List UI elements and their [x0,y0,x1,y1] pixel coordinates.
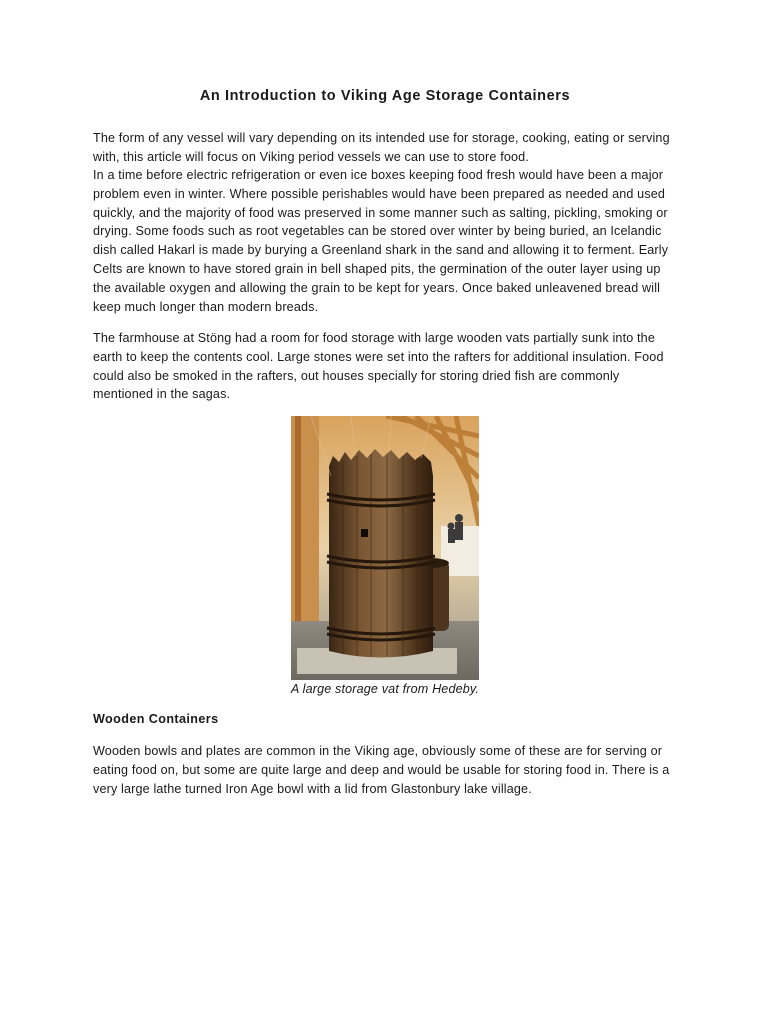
storage-vat-photo [291,416,479,680]
intro-paragraph: The form of any vessel will vary depending on its intended use for storage, cooking, eating or serving with, this article will focus on Viking period vessels we can use to store food. [93,131,670,164]
section-heading: Wooden Containers [93,712,219,726]
document-title: An Introduction to Viking Age Storage Containers [199,88,571,104]
storage-vat-illustration [291,416,479,680]
figure-caption: A large storage vat from Hedeby. [290,682,480,696]
farmhouse-paragraph: The farmhouse at Stöng had a room for food storage with large wooden vats partially sunk into the earth to keep the contents cool. Large stones were set into the rafters for additional insulation. Food could also be smoked in the rafters, out houses specially for storing dried fish are commonly mentioned in the sagas. [93,331,664,402]
wooden-containers-paragraph: Wooden bowls and plates are common in the Viking age, obviously some of these are for serving or eating food on, but some are quite large and deep and would be usable for storing food in. There is a very large lathe turned Iron Age bowl with a lid from Glastonbury lake village. [93,744,670,796]
preservation-paragraph: In a time before electric refrigeration or even ice boxes keeping food fresh would have been a major problem even in winter. Where possible perishables would have been prepared as needed and used quickly, and the majority of food was preserved in some manner such as salting, pickling, smoking or drying. Some foods such as root vegetables can be stored over winter by being buried, an Icelandic dish called Hakarl is made by burying a Greenland shark in the sand and allowing it to ferment. Early Celts are known to have stored grain in bell shaped pits, the germination of the outer layer using up the available oxygen and allowing the grain to be kept for years. Once baked unleavened bread will keep much longer than modern breads. [93,168,669,314]
